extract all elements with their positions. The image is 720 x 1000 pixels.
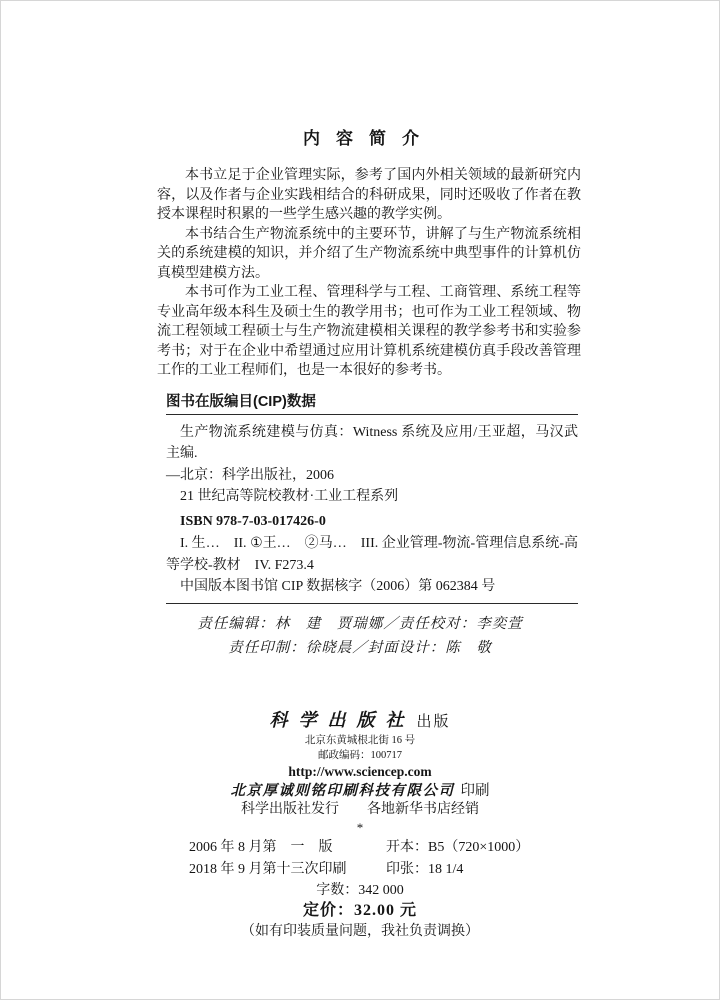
summary-paragraph: 本书立足于企业管理实际，参考了国内外相关领域的最新研究内容，以及作者与企业实践相结合的科研成果，同时还吸收了作者在教授本课程时积累的一些学生感兴趣的教学实例。 [157, 168, 581, 222]
cip-publisher-line: —北京：科学出版社，2006 [166, 467, 334, 483]
publisher-line [1, 710, 719, 733]
cip-top-rule [166, 414, 578, 415]
divider-star: * [356, 819, 364, 835]
printer-name: 北京厚诚则铭印刷科技有限公司 [230, 782, 455, 799]
content-summary [157, 166, 581, 381]
colophon [1, 710, 719, 942]
summary-paragraph: 本书结合生产物流系统中的主要环节，讲解了与生产物流系统相关的系统建模的知识，并介绍了生产物流系统中典型事件的计算机仿真模型建模方法。 [157, 226, 581, 281]
cip-title-line: 生产物流系统建模与仿真：Witness 系统及应用/王亚超，马汉武主编. [166, 424, 578, 461]
sheet-count: 印张：18 1/4 [386, 861, 464, 877]
staff-printing-line: 责任印制：徐晓晨／封面设计：陈 敬 [228, 639, 492, 656]
price: 定价：32.00 元 [302, 901, 417, 919]
printing-date: 2018 年 9 月第十三次印刷 [189, 861, 347, 877]
cip-header: 图书在版编目(CIP)数据 [166, 393, 316, 410]
cip-body [166, 422, 578, 598]
format-spec: 开本：B5（720×1000） [386, 839, 530, 855]
edition-row [189, 859, 719, 881]
publisher-website: http://www.sciencep.com [288, 763, 432, 779]
publisher-postcode: 邮政编码：100717 [318, 749, 402, 761]
word-count: 字数：342 000 [316, 882, 404, 898]
publisher-name: 科学出版社 [269, 709, 415, 730]
staff-editors-line: 责任编辑：林 建 贾瑞娜／责任校对：李奕萱 [197, 615, 523, 632]
staff-credits [1, 612, 719, 660]
main-text-column [157, 128, 581, 604]
summary-paragraph: 本书可作为工业工程、管理科学与工程、工商管理、系统工程等专业高年级本科生及硕士生的教学用书；也可作为工业工程领域、物流工程领域工程硕士与生产物流建模相关课程的教学参考书和实验参考书；对于在企业中希望通过应用计算机系统建模仿真手段改善管理工作的工业工程师们，也是一本很好的参考书。 [157, 285, 581, 378]
printer-suffix: 印刷 [460, 782, 490, 799]
edition-row [189, 837, 719, 859]
cip-record-number: 中国版本图书馆 CIP 数据核字（2006）第 062384 号 [180, 579, 496, 594]
cip-series-line: 21 世纪高等院校教材·工业工程系列 [180, 489, 399, 504]
edition-date: 2006 年 8 月第 一 版 [189, 839, 333, 855]
printer-line [1, 782, 719, 800]
content-summary-title: 内容简介 [303, 129, 435, 148]
cip-bottom-rule [166, 603, 578, 604]
cip-classification: I. 生… II. ①王… ②马… III. 企业管理-物流-管理信息系统-高等学校-教材 IV. F273.4 [166, 536, 578, 573]
publisher-suffix: 出版 [416, 713, 451, 730]
quality-note: （如有印装质量问题，我社负责调换） [241, 923, 479, 939]
cip-block [166, 393, 578, 604]
edition-details [189, 837, 719, 881]
cip-isbn: ISBN 978-7-03-017426-0 [180, 513, 326, 529]
publisher-address: 北京东黄城根北街 16 号 [304, 734, 416, 746]
distribution-line: 科学出版社发行 各地新华书店经销 [241, 801, 479, 817]
